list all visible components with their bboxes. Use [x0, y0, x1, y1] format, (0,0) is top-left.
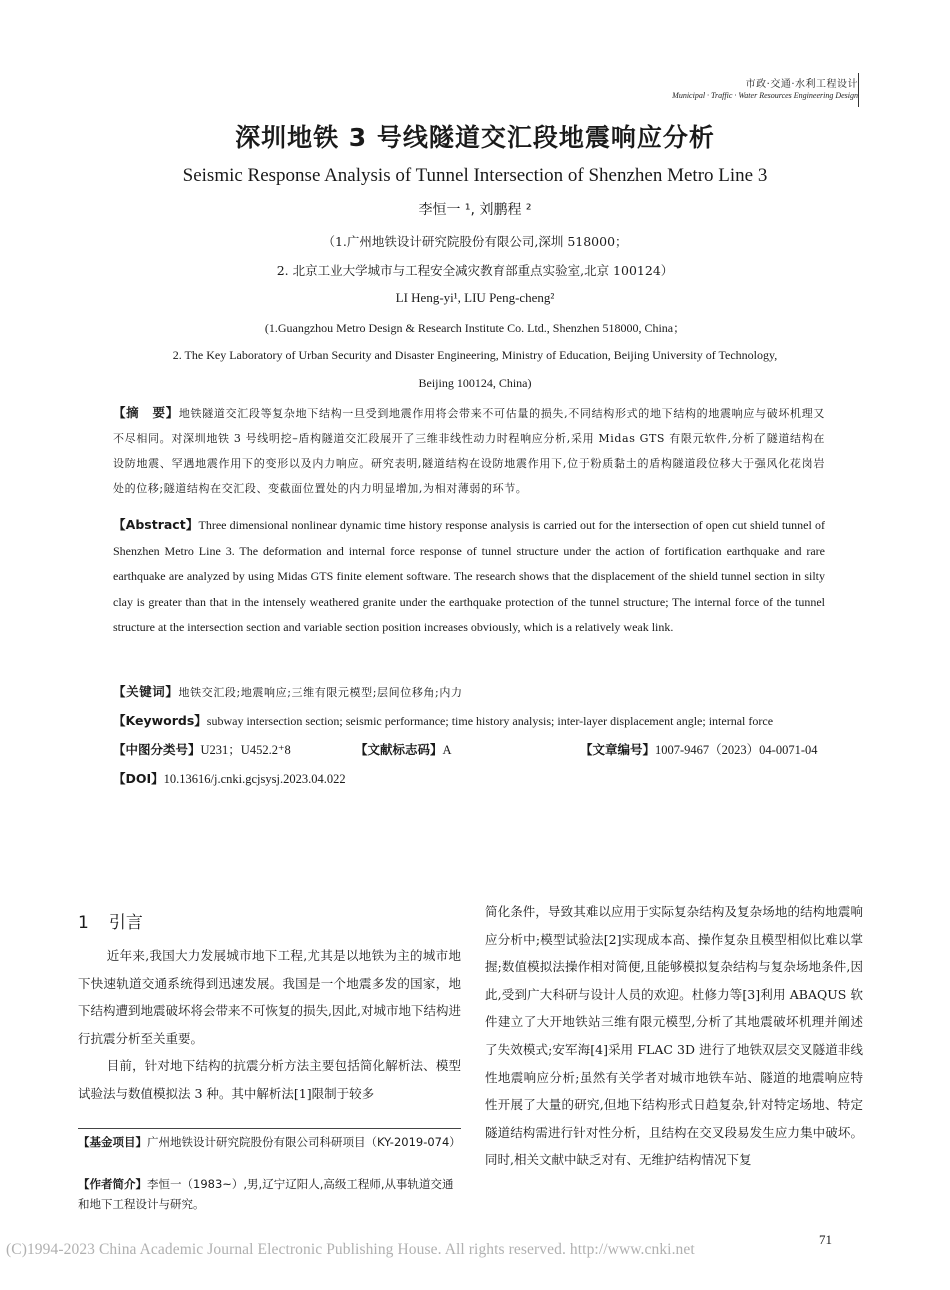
- abstract-cn: [113, 400, 825, 501]
- author-text: 李恒一（1983~）,男,辽宁辽阳人,高级工程师,从事轨道交通和地下工程设计与研究。: [78, 1177, 454, 1211]
- affiliation-en-3: Beijing 100124, China): [418, 376, 532, 390]
- left-paragraph-2: 目前，针对地下结构的抗震分析方法主要包括简化解析法、模型试验法与数值模拟法 3 种。其中解析法[1]限制于较多: [78, 1058, 461, 1101]
- keywords-en-text: subway intersection section; seismic performance; time history analysis; inter-layer displacement angle; internal force: [206, 714, 774, 728]
- doc-label: 【文献标志码】: [355, 742, 443, 757]
- keywords-cn-text: 地铁交汇段;地震响应;三维有限元模型;层间位移角;内力: [178, 686, 463, 699]
- fund-footnote: [78, 1132, 461, 1152]
- article-number: [580, 740, 818, 758]
- fund-label: 【基金项目】: [78, 1135, 147, 1149]
- abstract-cn-label: 【摘 要】: [113, 405, 179, 420]
- keywords-en: [113, 708, 825, 735]
- left-column: [78, 942, 461, 1108]
- copyright-watermark: (C)1994-2023 China Academic Journal Electronic Publishing House. All rights reserved. http://www.cnki.net: [6, 1241, 695, 1258]
- keywords-cn-label: 【关键词】: [113, 684, 179, 699]
- keywords-cn: [113, 679, 825, 705]
- journal-header-cn: 市政·交通·水利工程设计: [745, 79, 858, 90]
- header-divider: [858, 73, 859, 107]
- title-cn: 深圳地铁 3 号线隧道交汇段地震响应分析: [235, 123, 715, 152]
- authors-en: LI Heng-yi¹, LIU Peng-cheng²: [395, 290, 555, 305]
- article-value: 1007-9467（2023）04-0071-04: [655, 743, 818, 757]
- page-number: 71: [819, 1232, 832, 1247]
- affiliation-en-1: (1.Guangzhou Metro Design & Research Institute Co. Ltd., Shenzhen 518000, China；: [264, 321, 686, 335]
- clc-code: [113, 740, 291, 758]
- author-label: 【作者简介】: [78, 1177, 147, 1191]
- clc-label: 【中图分类号】: [113, 742, 201, 757]
- keywords-en-label: 【Keywords】: [113, 713, 207, 728]
- authors-cn: 李恒一 ¹, 刘鹏程 ²: [418, 202, 532, 218]
- affiliation-cn-2: 2. 北京工业大学城市与工程安全减灾教育部重点实验室,北京 100124）: [276, 263, 674, 278]
- journal-header-en: Municipal · Traffic · Water Resources Engineering Design: [672, 91, 858, 100]
- affiliation-en-2: 2. The Key Laboratory of Urban Security and Disaster Engineering, Ministry of Education, Beijing University of Technology,: [172, 348, 778, 362]
- left-paragraph-1: 近年来,我国大力发展城市地下工程,尤其是以地铁为主的城市地下快速轨道交通系统得到迅速发展。我国是一个地震多发的国家，地下结构遭到地震破坏将会带来不可恢复的损失,因此,对城市地下结构进行抗震分析至关重要。: [78, 948, 461, 1046]
- doc-code: [355, 740, 452, 758]
- footnote-divider: [78, 1128, 461, 1129]
- clc-value: U231；U452.2⁺8: [200, 743, 291, 757]
- abstract-en-text: Three dimensional nonlinear dynamic time history response analysis is carried out for the intersection of open cut shield tunnel of Shenzhen Metro Line 3. The deformation and internal force response of tunnel structure under the action of fortification earthquake and rare earthquake are analyzed by using Midas GTS finite element software. The research shows that the displacement of the shield tunnel section in silty clay is greater than that in the intensely weathered granite under the earthquake protection of the tunnel structure; The internal force of the tunnel structure at the intersection section and variable section position increases obviously, which is a relatively weak link.: [113, 518, 825, 635]
- right-column: [485, 898, 863, 1174]
- abstract-cn-text: 地铁隧道交汇段等复杂地下结构一旦受到地震作用将会带来不可估量的损失,不同结构形式的地下结构的地震响应与破坏机理又不尽相同。对深圳地铁 3 号线明挖–盾构隧道交汇段展开了三维非线性动力时程响应分析,采用 Midas GTS 有限元软件,分析了隧道结构在设防地震、罕遇地震作用下的变形以及内力响应。研究表明,隧道结构在设防地震作用下,位于粉质黏土的盾构隧道段位移大于强风化花岗岩处的位移;隧道结构在交汇段、变截面位置处的内力明显增加,为相对薄弱的环节。: [113, 407, 825, 495]
- right-paragraph-1: 简化条件，导致其难以应用于实际复杂结构及复杂场地的结构地震响应分析中;模型试验法[2]实现成本高、操作复杂且模型相似比难以掌握;数值模拟法操作相对简便,且能够模拟复杂结构与复杂场地条件,因此,受到广大科研与设计人员的欢迎。杜修力等[3]利用 ABAQUS 软件建立了大开地铁站三维有限元模型,分析了其地震破坏机理并阐述了失效模式;安军海[4]采用 FLAC 3D 进行了地铁双层交叉隧道非线性地震响应分析;虽然有关学者对城市地铁车站、隧道的地震响应特性开展了大量的研究,但地下结构形式日趋复杂,针对特定场地、特定隧道结构需进行针对性分析，且结构在交叉段易发生应力集中破坏。同时,相关文献中缺乏对有、无维护结构情况下复: [485, 904, 863, 1168]
- section-number: 1: [78, 913, 89, 933]
- doc-value: A: [442, 743, 452, 757]
- section-heading: [78, 908, 143, 933]
- abstract-en-label: 【Abstract】: [113, 517, 199, 532]
- affiliation-cn-1: （1.广州地铁设计研究院股份有限公司,深圳 518000；: [322, 234, 628, 249]
- doi-label: 【DOI】: [113, 771, 164, 786]
- article-label: 【文章编号】: [580, 742, 656, 757]
- doi-value: 10.13616/j.cnki.gcjsysj.2023.04.022: [163, 772, 346, 786]
- section-title: 引言: [108, 913, 143, 933]
- title-en: Seismic Response Analysis of Tunnel Intersection of Shenzhen Metro Line 3: [182, 165, 768, 186]
- author-footnote: [78, 1174, 461, 1214]
- doi: [113, 769, 346, 787]
- fund-text: 广州地铁设计研究院股份有限公司科研项目（KY-2019-074）: [147, 1135, 461, 1149]
- abstract-en: [113, 512, 825, 641]
